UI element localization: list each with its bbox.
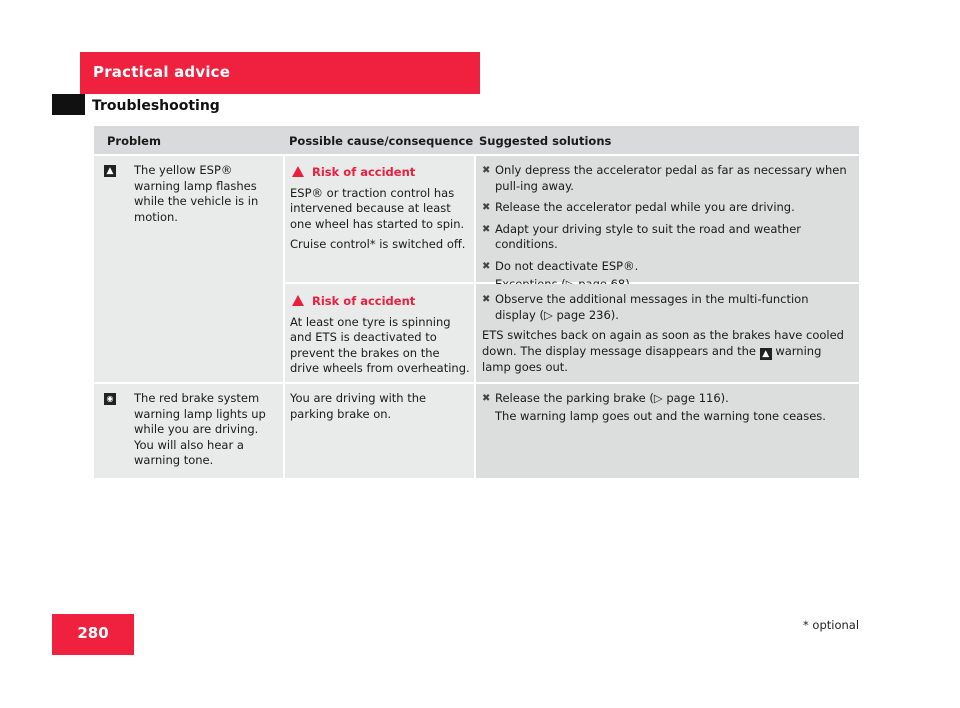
warning-triangle-icon xyxy=(292,295,304,306)
problem-text-1: The yellow ESP® warning lamp flashes while the vehicle is in motion. xyxy=(134,163,259,224)
table-cell-solution-1b xyxy=(476,284,859,382)
cause-text: ESP® or traction control has intervened because at least one wheel has started to spin. xyxy=(290,185,465,231)
table-cell-cause-1a xyxy=(285,156,474,282)
arrow-bullet-icon: ✖ xyxy=(482,260,491,272)
column-header-solutions: Suggested solutions xyxy=(479,134,612,148)
arrow-bullet-icon: ✖ xyxy=(482,393,491,404)
warning-triangle-icon xyxy=(292,166,304,177)
arrow-bullet-icon: ✖ xyxy=(482,294,491,305)
solution-item: ✖ Observe the additional messages in the multi-function display (▷ page 236). xyxy=(482,292,809,322)
risk-title: Risk of accident xyxy=(312,165,416,179)
troubleshooting-table xyxy=(94,126,859,468)
arrow-bullet-icon: ✖ xyxy=(482,165,491,176)
table-cell-cause-2 xyxy=(285,384,474,478)
brake-warning-icon: ◉ xyxy=(104,393,116,405)
ets-note: ETS switches back on again as soon as the brakes have cooled down. The display message disappears and the ▲ warning lamp goes out. xyxy=(482,328,844,374)
table-cell-solution-1a xyxy=(476,156,859,282)
table-cell-solution-2 xyxy=(476,384,859,478)
risk-warning-1 xyxy=(290,165,470,181)
risk-warning-2 xyxy=(290,294,470,310)
table-cell-problem-1 xyxy=(94,156,283,382)
table-cell-problem-2 xyxy=(94,384,283,478)
cause-text: At least one tyre is spinning and ETS is deactivated to prevent the brakes on the drive wheels from overheating. xyxy=(290,314,470,376)
solution-item: ✖ Do not deactivate ESP®. xyxy=(482,258,639,273)
solution-item: ✖ Release the parking brake (▷ page 116). xyxy=(482,391,729,405)
section-header xyxy=(80,52,480,94)
solution-item: ✖ Release the accelerator pedal while you are driving. xyxy=(482,200,795,215)
column-header-cause: Possible cause/consequence xyxy=(289,134,474,148)
arrow-bullet-icon: ✖ xyxy=(482,223,491,235)
risk-title: Risk of accident xyxy=(312,294,416,308)
esp-warning-icon: ▲ xyxy=(760,348,772,360)
solution-item: ✖ Adapt your driving style to suit the road and weather conditions. xyxy=(482,221,801,252)
column-header-problem: Problem xyxy=(107,134,161,148)
cause-text: Cruise control* is switched off. xyxy=(290,237,466,252)
arrow-bullet-icon: ✖ xyxy=(482,202,491,214)
solution-item: ✖ Only depress the accelerator pedal as far as necessary when pull-ing away. xyxy=(482,163,847,193)
problem-text-2: The red brake system warning lamp lights up while you are driving. You will also hear a warning tone. xyxy=(134,391,266,468)
section-title: Practical advice xyxy=(93,63,231,81)
table-cell-cause-1b xyxy=(285,284,474,382)
subsection-marker xyxy=(52,94,85,115)
subsection-title: Troubleshooting xyxy=(92,98,220,114)
cause-text: You are driving with the parking brake on. xyxy=(290,391,427,421)
page-number: 280 xyxy=(52,614,134,655)
table-header-row xyxy=(94,126,859,154)
esp-warning-icon: ▲ xyxy=(104,165,116,177)
footnote: * optional xyxy=(803,618,860,632)
solution-note: The warning lamp goes out and the warning tone ceases. xyxy=(495,408,826,423)
